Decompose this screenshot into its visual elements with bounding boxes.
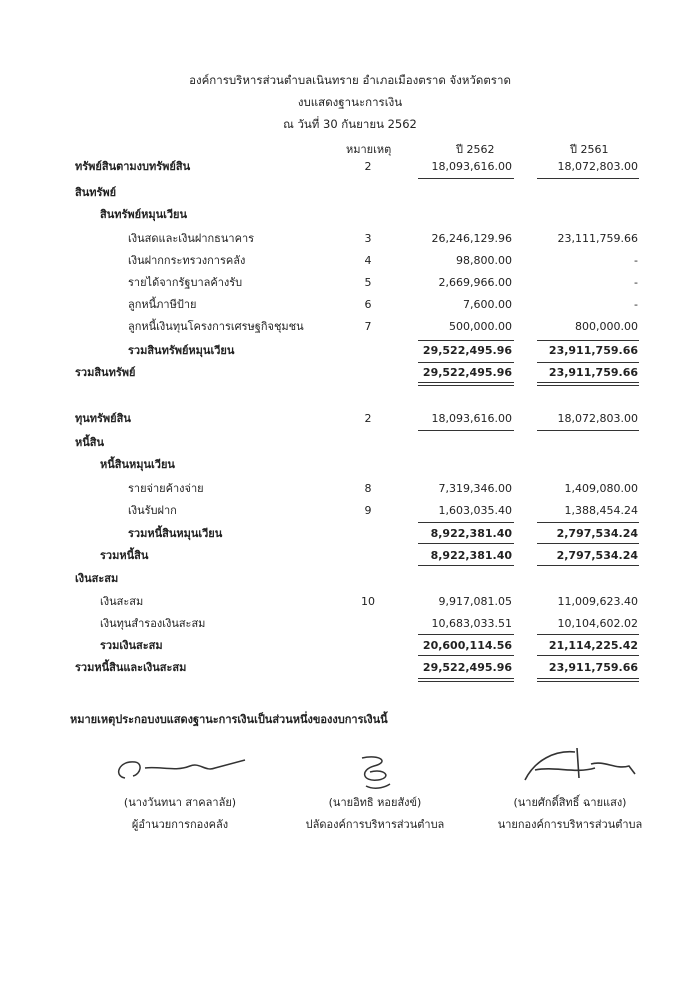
signatory-name: (นายอิทธิ หอยสังข์)	[328, 796, 422, 809]
double-underline	[418, 385, 514, 386]
row-value-2561: 800,000.00	[575, 320, 638, 333]
row-value-2562: 98,800.00	[456, 254, 512, 267]
row-deposits-received	[0, 502, 700, 522]
row-value-2561: 10,104,602.02	[557, 617, 638, 630]
row-value-2561: -	[634, 254, 638, 267]
row-value-2561: 23,911,759.66	[548, 344, 638, 357]
underline	[537, 543, 639, 544]
row-value-2561: 1,388,454.24	[564, 504, 638, 517]
row-value-2562: 2,669,966.00	[438, 276, 512, 289]
row-value-2561: 1,409,080.00	[564, 482, 638, 495]
row-label: รวมเงินสะสม	[100, 639, 163, 652]
row-note: 4	[364, 254, 372, 267]
signatory-name: (นางวันทนา สาคลาลัย)	[123, 796, 237, 809]
underline	[418, 362, 514, 363]
row-label: รวมหนี้สินหมุนเวียน	[128, 527, 223, 540]
row-total-liabilities-and-funds	[0, 659, 700, 679]
row-note: 2	[364, 412, 372, 425]
signatory-title: ผู้อำนวยการกองคลัง	[131, 818, 229, 831]
row-value-2561: 11,009,623.40	[557, 595, 638, 608]
row-value-2561: 18,072,803.00	[557, 160, 638, 173]
row-label: รายได้จากรัฐบาลค้างรับ	[128, 276, 243, 289]
row-total-current-assets	[0, 342, 700, 362]
row-label: หนี้สินหมุนเวียน	[100, 458, 175, 471]
double-underline	[537, 678, 639, 679]
row-value-2562: 7,319,346.00	[438, 482, 512, 495]
row-label: ทุนทรัพย์สิน	[75, 412, 131, 425]
row-treasury-deposit	[0, 252, 700, 272]
row-value-2562: 7,600.00	[463, 298, 512, 311]
row-value-2561: 18,072,803.00	[557, 412, 638, 425]
underline	[537, 655, 639, 656]
row-value-2562: 500,000.00	[449, 320, 512, 333]
row-label: รายจ่ายค้างจ่าย	[128, 482, 204, 495]
row-note: 2	[364, 160, 372, 173]
row-label: รวมหนี้สิน	[100, 549, 149, 562]
row-accumulated-funds-heading	[0, 570, 700, 590]
row-label: ทรัพย์สินตามงบทรัพย์สิน	[75, 160, 191, 173]
signatory-title: นายกองค์การบริหารส่วนตำบล	[497, 818, 643, 831]
row-value-2561: -	[634, 276, 638, 289]
underline	[537, 565, 639, 566]
double-underline	[537, 681, 639, 682]
row-note: 7	[364, 320, 372, 333]
row-value-2562: 29,522,495.96	[422, 366, 512, 379]
row-label: เงินสะสม	[100, 595, 144, 608]
row-label: เงินสะสม	[75, 572, 119, 585]
column-header-note: หมายเหตุ	[346, 143, 392, 156]
row-reserve-fund	[0, 615, 700, 635]
signatory-name: (นายศักดิ์สิทธิ์ ฉายแสง)	[513, 796, 627, 809]
row-value-2562: 1,603,035.40	[438, 504, 512, 517]
row-value-2562: 20,600,114.56	[422, 639, 512, 652]
underline	[418, 340, 514, 341]
underline	[418, 178, 514, 179]
row-note: 5	[364, 276, 372, 289]
row-note: 3	[364, 232, 372, 245]
row-label: เงินรับฝาก	[128, 504, 177, 517]
row-govt-receivable	[0, 274, 700, 294]
row-current-liabilities-heading	[0, 456, 700, 476]
underline	[537, 362, 639, 363]
underline	[418, 634, 514, 635]
underline	[418, 565, 514, 566]
row-value-2562: 10,683,033.51	[431, 617, 512, 630]
row-value-2561: 23,911,759.66	[548, 366, 638, 379]
signature-block-finance-director	[95, 748, 265, 836]
row-label: ลูกหนี้เงินทุนโครงการเศรษฐกิจชุมชน	[128, 320, 304, 333]
row-value-2561: 23,911,759.66	[548, 661, 638, 674]
row-label: รวมหนี้สินและเงินสะสม	[75, 661, 187, 674]
row-note: 6	[364, 298, 372, 311]
row-cash	[0, 230, 700, 250]
handwritten-signature-3	[495, 740, 645, 792]
row-value-2562: 8,922,381.40	[430, 527, 512, 540]
row-value-2561: 2,797,534.24	[556, 549, 638, 562]
underline	[418, 655, 514, 656]
row-value-2562: 29,522,495.96	[422, 661, 512, 674]
row-label: เงินทุนสำรองเงินสะสม	[100, 617, 206, 630]
column-header-year-2562: ปี 2562	[456, 143, 495, 156]
row-value-2562: 29,522,495.96	[422, 344, 512, 357]
underline	[537, 430, 639, 431]
handwritten-signature-1	[105, 748, 255, 792]
underline	[537, 340, 639, 341]
row-note: 9	[364, 504, 372, 517]
underline	[537, 634, 639, 635]
row-label: สินทรัพย์หมุนเวียน	[100, 208, 188, 221]
row-current-assets-heading	[0, 206, 700, 226]
double-underline	[418, 681, 514, 682]
double-underline	[537, 382, 639, 383]
row-label: สินทรัพย์	[75, 186, 117, 199]
row-label: หนี้สิน	[75, 436, 105, 449]
row-value-2561: 2,797,534.24	[556, 527, 638, 540]
footnote: หมายเหตุประกอบงบแสดงฐานะการเงินเป็นส่วนหนึ่งของงบการเงินนี้	[70, 713, 388, 726]
double-underline	[418, 382, 514, 383]
row-value-2561: 21,114,225.42	[548, 639, 638, 652]
signature-block-mayor	[480, 740, 660, 836]
row-value-2562: 18,093,616.00	[431, 160, 512, 173]
underline	[418, 522, 514, 523]
row-liabilities-heading	[0, 434, 700, 454]
row-label: ลูกหนี้ภาษีป้าย	[128, 298, 197, 311]
row-label: รวมสินทรัพย์	[75, 366, 136, 379]
row-value-2562: 9,917,081.05	[438, 595, 512, 608]
handwritten-signature-2	[300, 748, 450, 792]
underline	[418, 543, 514, 544]
row-label: เงินฝากกระทรวงการคลัง	[128, 254, 246, 267]
statement-title: งบแสดงฐานะการเงิน	[297, 95, 403, 109]
organization-name: องค์การบริหารส่วนตำบลเนินทราย อำเภอเมืองตราด จังหวัดตราด	[189, 73, 511, 87]
row-value-2562: 26,246,129.96	[431, 232, 512, 245]
row-total-liabilities	[0, 547, 700, 567]
double-underline	[537, 385, 639, 386]
row-total-assets	[0, 364, 700, 384]
row-sign-tax-receivable	[0, 296, 700, 316]
row-note: 8	[364, 482, 372, 495]
row-value-2562: 18,093,616.00	[431, 412, 512, 425]
statement-date: ณ วันที่ 30 กันยายน 2562	[283, 117, 417, 131]
underline	[537, 178, 639, 179]
row-capital-assets	[0, 410, 700, 430]
row-total-accumulated-funds	[0, 637, 700, 657]
row-accrued-expenses	[0, 480, 700, 500]
underline	[537, 522, 639, 523]
signatory-title: ปลัดองค์การบริหารส่วนตำบล	[305, 818, 445, 831]
row-value-2561: -	[634, 298, 638, 311]
row-assets-heading	[0, 184, 700, 204]
row-label: เงินสดและเงินฝากธนาคาร	[128, 232, 255, 245]
double-underline	[418, 678, 514, 679]
row-value-2561: 23,111,759.66	[557, 232, 638, 245]
row-total-current-liabilities	[0, 525, 700, 545]
row-label: รวมสินทรัพย์หมุนเวียน	[128, 344, 235, 357]
row-value-2562: 8,922,381.40	[430, 549, 512, 562]
column-header-year-2561: ปี 2561	[570, 143, 609, 156]
signature-block-chief-administrator	[290, 748, 460, 836]
row-community-fund-receivable	[0, 318, 700, 338]
row-note: 10	[361, 595, 375, 608]
row-fixed-assets	[0, 158, 700, 178]
underline	[418, 430, 514, 431]
row-accumulated-funds	[0, 593, 700, 613]
